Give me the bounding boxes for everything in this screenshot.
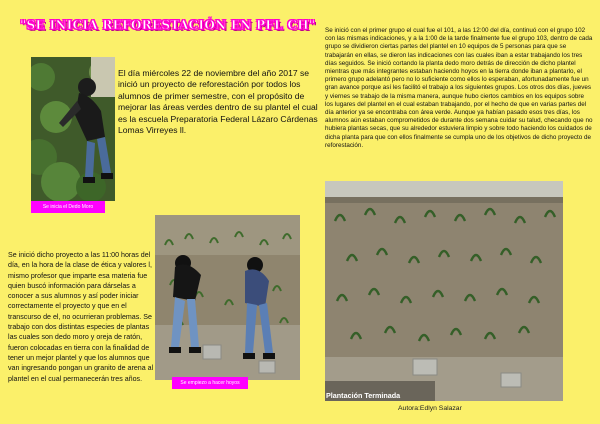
- caption-first-photo: Se inicia el Dedo Moro: [31, 201, 105, 213]
- second-paragraph: Se inició dicho proyecto a las 11:00 horas del día, en la hora de la clase de ética y valores l, mismo profesor que imparte esa materia fue quien buscó información para dárselas a conocer a sus alumnos y así poder iniciar correctamente el proyecto y que en el transcurso de el, no ocurrieran problemas. Se trabajo con dos distintas especies de plantas las cuales son dedo moro y oreja de ratón, fueron colocadas en tierra con la finalidad de tener un mejor plantel y que los alumnos que van ingresando pongan un granito de arena al plantel en el cual permanecerán tres años.: [8, 251, 154, 383]
- intro-paragraph: El día miércoles 22 de noviembre del año 2017 se inició un proyecto de reforestación por todos los alumnos de primer semestre, con el propósito de mejorar las áreas verdes dentro de su plantel el cual es la escuela Preparatoria Federal Lázaro Cárdenas Lomas Virreyes ll.: [118, 68, 318, 136]
- author-credit: Autora:Edlyn Salazar: [398, 405, 462, 412]
- photo-digging-holes: [155, 215, 300, 380]
- right-column-text: Se inició con el primer grupo el cual fue el 101, a las 12:00 del día, continuó con el grupo 102 con las mismas indicaciones, y a la 1:00 de la tarde finalmente fue el grupo 103, dentro de cada grupo se dividieron ciertas partes del plantel en 10 equipos de 5 personas para que se trabajarán en ellas, se dieron las indicaciones con las cuales iban a estar trabajando los tres días seguidos. Se inició cortando la planta dedo moro detrás de dirección de dicho plantel mientras que más integrantes estaban haciendo hoyos en la tierra donde iban a plantarlo, el primero grupo adelantó pero no lo suficiente como ellos lo esperaban, afortunadamente fue un gran avance porque así les facilitó el trabajo a los siguientes grupos. Los otros dos días, jueves y viernes se trabajo de la misma manera, aunque hubo ciertos cambios en los equipos sobre los lugares del plantel en el cual estaban trabajando, por el hecho de que en varias partes del día anterior ya se encontraba con área verde. Aunque ya habían pasado esos tres días, los alumnos aún estaban comprometidos de durante dos semana cuidar su talud, checando que no hubiera plantas secas, que su alrededor estuviera limpio y sobre todo haciendo los cuidados de dicha planta para que con ellos finalmente se cumpla uno de los objetivos de dicho proyecto de reforestación.: [325, 27, 593, 149]
- article-title: "SE INICIA REFORESTACIÓN EN PFL CH": [20, 18, 316, 32]
- caption-second-photo: Se empiezo a hacer hoyos: [172, 377, 248, 389]
- photo-cutting-plant: [31, 57, 115, 201]
- photo-plantation-finished: [325, 181, 563, 401]
- plantation-label: Plantación Terminada: [326, 391, 401, 400]
